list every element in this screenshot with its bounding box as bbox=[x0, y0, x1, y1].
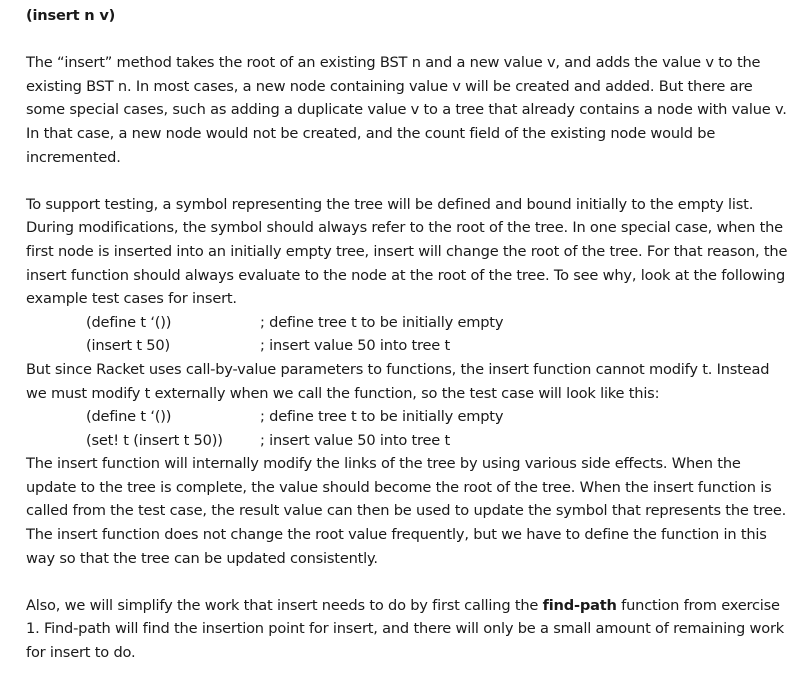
code-command: (set! t (insert t 50)) bbox=[86, 431, 223, 449]
paragraph-call-by-value: But since Racket uses call-by-value parameters to functions, the insert function cannot modify t. Instead we must modify t externally when we call the function, so the test case will look like this: bbox=[26, 360, 770, 402]
paragraph-find-path bbox=[26, 594, 792, 665]
spacer bbox=[26, 570, 792, 594]
code-comment: ; define tree t to be initially empty bbox=[260, 313, 504, 331]
code-line bbox=[26, 405, 792, 429]
document-page bbox=[26, 4, 792, 665]
code-comment: ; insert value 50 into tree t bbox=[260, 337, 451, 355]
spacer bbox=[26, 28, 792, 52]
paragraph-testing-support: To support testing, a symbol representing the tree will be defined and bound initially to the empty list. During modifications, the symbol should always refer to the root of the tree. In one special case, when the first node is inserted into an initially empty tree, insert will change the root of the tree. For that reason, the insert function should always evaluate to the node at the root of the tree. To see why, look at the following example test cases for insert. bbox=[26, 195, 788, 308]
spacer bbox=[26, 169, 792, 193]
paragraph-insert-description: The “insert” method takes the root of an existing BST n and a new value v, and adds the value v to the existing BST n. In most cases, a new node containing value v will be created and added. But there are some special cases, such as adding a duplicate value v to a tree that already contains a node with value v. In that case, a new node would not be created, and the count field of the existing node would be incremented. bbox=[26, 54, 787, 166]
code-block-example-2 bbox=[26, 405, 792, 452]
code-line bbox=[26, 311, 792, 335]
code-line bbox=[26, 429, 792, 453]
code-command: (define t ‘()) bbox=[86, 408, 172, 426]
function-name-find-path: find-path bbox=[542, 596, 617, 614]
text-span: Also, we will simplify the work that insert needs to do by first calling the bbox=[26, 596, 543, 614]
code-comment: ; insert value 50 into tree t bbox=[260, 431, 451, 449]
code-command: (insert t 50) bbox=[86, 337, 170, 355]
code-line bbox=[26, 334, 792, 358]
paragraph-root-value: The insert function does not change the root value frequently, but we have to define the function in this way so that the tree can be updated consistently. bbox=[26, 526, 767, 567]
code-command: (define t ‘()) bbox=[86, 313, 172, 331]
section-heading: (insert n v) bbox=[26, 7, 116, 24]
code-block-example-1 bbox=[26, 311, 792, 358]
text-span: function from exercise 1. Find-path will find the insertion point for insert, and there will only be a small amount of remaining work for insert to do. bbox=[26, 596, 785, 662]
paragraph-side-effects: The insert function will internally modify the links of the tree by using various side effects. When the update to the tree is complete, the value should become the root of the tree. When the insert function is called from the test case, the result value can then be used to update the symbol that represents the tree. bbox=[26, 455, 787, 520]
code-comment: ; define tree t to be initially empty bbox=[260, 408, 504, 426]
